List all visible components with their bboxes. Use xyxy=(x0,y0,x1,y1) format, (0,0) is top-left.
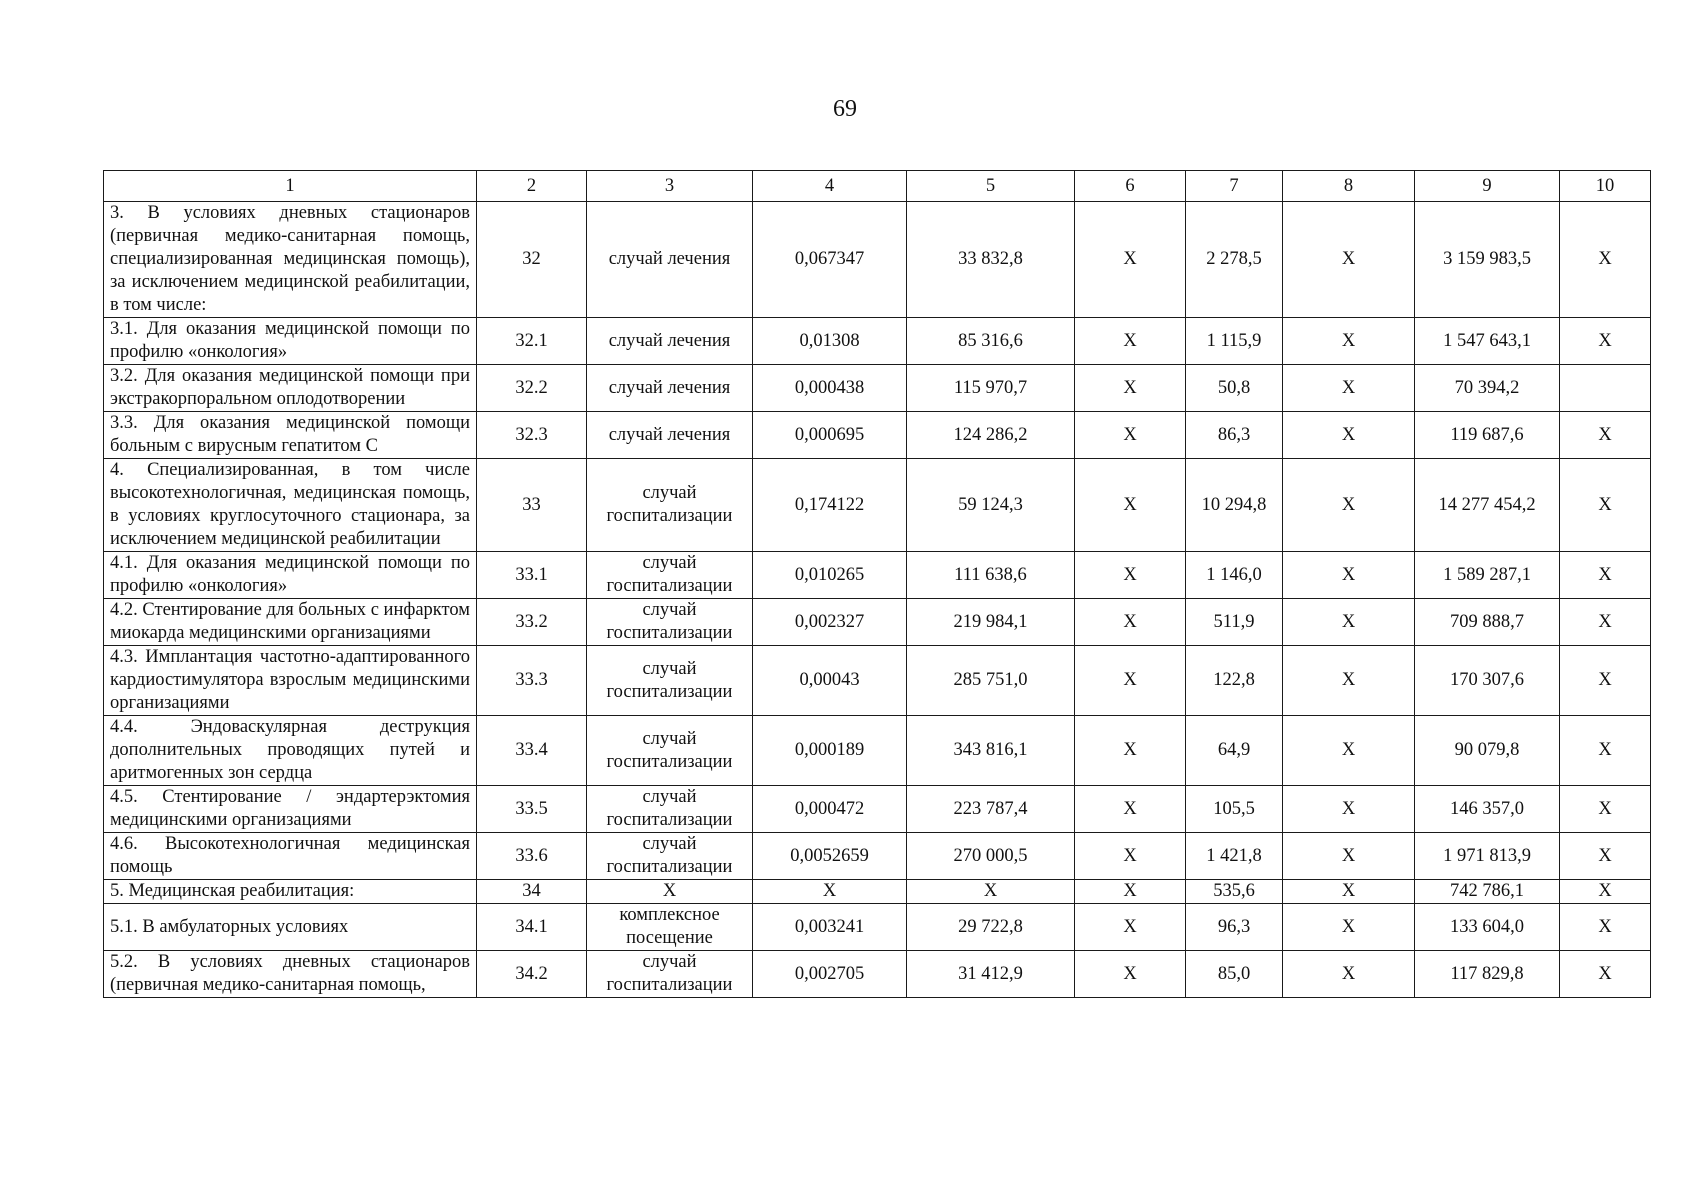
row-unit: случай госпитализации xyxy=(587,951,753,998)
row-unit: случай госпитализации xyxy=(587,552,753,599)
row-col7: 535,6 xyxy=(1186,880,1283,904)
row-col8: X xyxy=(1283,459,1415,552)
row-col4: 0,000189 xyxy=(753,716,907,786)
row-col4: 0,00043 xyxy=(753,646,907,716)
row-col9: 133 604,0 xyxy=(1415,904,1560,951)
row-col6: X xyxy=(1075,599,1186,646)
row-col9: 1 971 813,9 xyxy=(1415,833,1560,880)
row-col7: 85,0 xyxy=(1186,951,1283,998)
table-row xyxy=(104,599,1651,646)
row-col8: X xyxy=(1283,716,1415,786)
row-description: 4.5. Стентирование / эндартерэктомия медицинскими организациями xyxy=(104,786,477,833)
col-header: 8 xyxy=(1283,171,1415,202)
row-col5: 115 970,7 xyxy=(907,365,1075,412)
row-col10: X xyxy=(1560,318,1651,365)
table-row xyxy=(104,552,1651,599)
row-code: 33 xyxy=(477,459,587,552)
row-col4: 0,002705 xyxy=(753,951,907,998)
row-col10: X xyxy=(1560,552,1651,599)
row-col8: X xyxy=(1283,904,1415,951)
row-col4: 0,01308 xyxy=(753,318,907,365)
row-col4: X xyxy=(753,880,907,904)
row-col9: 119 687,6 xyxy=(1415,412,1560,459)
row-col7: 2 278,5 xyxy=(1186,202,1283,318)
row-description: 3. В условиях дневных стационаров (первичная медико-санитарная помощь, специализированная медицинская помощь), за исключением медицинской реабилитации, в том числе: xyxy=(104,202,477,318)
row-col10: X xyxy=(1560,904,1651,951)
table-row xyxy=(104,951,1651,998)
row-unit: случай госпитализации xyxy=(587,833,753,880)
row-col9: 1 547 643,1 xyxy=(1415,318,1560,365)
row-col8: X xyxy=(1283,599,1415,646)
row-col9: 742 786,1 xyxy=(1415,880,1560,904)
row-col5: X xyxy=(907,880,1075,904)
row-col6: X xyxy=(1075,552,1186,599)
row-col5: 219 984,1 xyxy=(907,599,1075,646)
row-col7: 86,3 xyxy=(1186,412,1283,459)
row-code: 32.3 xyxy=(477,412,587,459)
row-unit: случай госпитализации xyxy=(587,786,753,833)
row-col7: 1 421,8 xyxy=(1186,833,1283,880)
table-row xyxy=(104,716,1651,786)
row-col6: X xyxy=(1075,786,1186,833)
row-col7: 122,8 xyxy=(1186,646,1283,716)
row-col9: 170 307,6 xyxy=(1415,646,1560,716)
row-col7: 1 146,0 xyxy=(1186,552,1283,599)
row-col4: 0,000695 xyxy=(753,412,907,459)
row-col5: 111 638,6 xyxy=(907,552,1075,599)
table-row xyxy=(104,833,1651,880)
row-col9: 70 394,2 xyxy=(1415,365,1560,412)
row-description: 5.2. В условиях дневных стационаров (первичная медико-санитарная помощь, xyxy=(104,951,477,998)
row-col10: X xyxy=(1560,786,1651,833)
row-col8: X xyxy=(1283,412,1415,459)
row-col7: 64,9 xyxy=(1186,716,1283,786)
row-col4: 0,000472 xyxy=(753,786,907,833)
row-code: 34.1 xyxy=(477,904,587,951)
row-col10: X xyxy=(1560,833,1651,880)
row-code: 33.1 xyxy=(477,552,587,599)
row-col6: X xyxy=(1075,833,1186,880)
row-col9: 3 159 983,5 xyxy=(1415,202,1560,318)
header-row xyxy=(104,171,1651,202)
row-col9: 709 888,7 xyxy=(1415,599,1560,646)
row-col4: 0,010265 xyxy=(753,552,907,599)
row-col4: 0,003241 xyxy=(753,904,907,951)
row-col5: 223 787,4 xyxy=(907,786,1075,833)
row-col8: X xyxy=(1283,833,1415,880)
row-col10 xyxy=(1560,365,1651,412)
row-col9: 14 277 454,2 xyxy=(1415,459,1560,552)
row-code: 34 xyxy=(477,880,587,904)
row-col10: X xyxy=(1560,951,1651,998)
table-row xyxy=(104,904,1651,951)
table-row xyxy=(104,786,1651,833)
row-code: 34.2 xyxy=(477,951,587,998)
row-description: 4.3. Имплантация частотно-адаптированного кардиостимулятора взрослым медицинскими организациями xyxy=(104,646,477,716)
row-col6: X xyxy=(1075,880,1186,904)
row-unit: случай госпитализации xyxy=(587,646,753,716)
row-col10: X xyxy=(1560,646,1651,716)
row-col7: 511,9 xyxy=(1186,599,1283,646)
row-col5: 33 832,8 xyxy=(907,202,1075,318)
row-col8: X xyxy=(1283,646,1415,716)
row-col5: 285 751,0 xyxy=(907,646,1075,716)
row-col6: X xyxy=(1075,951,1186,998)
row-unit: случай лечения xyxy=(587,202,753,318)
row-col5: 124 286,2 xyxy=(907,412,1075,459)
row-col4: 0,002327 xyxy=(753,599,907,646)
page-number: 69 xyxy=(833,96,857,122)
row-unit: X xyxy=(587,880,753,904)
row-col5: 59 124,3 xyxy=(907,459,1075,552)
col-header: 3 xyxy=(587,171,753,202)
row-col9: 1 589 287,1 xyxy=(1415,552,1560,599)
row-col8: X xyxy=(1283,202,1415,318)
row-col7: 10 294,8 xyxy=(1186,459,1283,552)
col-header: 2 xyxy=(477,171,587,202)
col-header: 6 xyxy=(1075,171,1186,202)
row-col10: X xyxy=(1560,202,1651,318)
row-unit: комплексное посещение xyxy=(587,904,753,951)
table-row xyxy=(104,202,1651,318)
row-col5: 270 000,5 xyxy=(907,833,1075,880)
row-col10: X xyxy=(1560,459,1651,552)
row-col9: 117 829,8 xyxy=(1415,951,1560,998)
row-col4: 0,0052659 xyxy=(753,833,907,880)
row-unit: случай госпитализации xyxy=(587,716,753,786)
row-col6: X xyxy=(1075,904,1186,951)
row-description: 5.1. В амбулаторных условиях xyxy=(104,904,477,951)
row-description: 4.1. Для оказания медицинской помощи по профилю «онкология» xyxy=(104,552,477,599)
col-header: 5 xyxy=(907,171,1075,202)
row-code: 33.3 xyxy=(477,646,587,716)
col-header: 9 xyxy=(1415,171,1560,202)
col-header: 10 xyxy=(1560,171,1651,202)
row-col8: X xyxy=(1283,880,1415,904)
table-row xyxy=(104,880,1651,904)
table-row xyxy=(104,412,1651,459)
row-description: 5. Медицинская реабилитация: xyxy=(104,880,477,904)
row-col6: X xyxy=(1075,716,1186,786)
row-col5: 343 816,1 xyxy=(907,716,1075,786)
row-description: 4. Специализированная, в том числе высокотехнологичная, медицинская помощь, в условиях круглосуточного стационара, за исключением медицинской реабилитации xyxy=(104,459,477,552)
row-col8: X xyxy=(1283,951,1415,998)
row-unit: случай лечения xyxy=(587,412,753,459)
data-table xyxy=(103,170,1651,998)
row-description: 4.6. Высокотехнологичная медицинская помощь xyxy=(104,833,477,880)
row-col5: 29 722,8 xyxy=(907,904,1075,951)
row-code: 32 xyxy=(477,202,587,318)
row-code: 33.6 xyxy=(477,833,587,880)
row-col8: X xyxy=(1283,318,1415,365)
row-col7: 1 115,9 xyxy=(1186,318,1283,365)
row-description: 4.2. Стентирование для больных с инфарктом миокарда медицинскими организациями xyxy=(104,599,477,646)
row-code: 33.2 xyxy=(477,599,587,646)
table-row xyxy=(104,318,1651,365)
row-col8: X xyxy=(1283,552,1415,599)
row-unit: случай лечения xyxy=(587,318,753,365)
row-col6: X xyxy=(1075,412,1186,459)
row-description: 3.3. Для оказания медицинской помощи больным с вирусным гепатитом С xyxy=(104,412,477,459)
row-description: 3.1. Для оказания медицинской помощи по профилю «онкология» xyxy=(104,318,477,365)
col-header: 1 xyxy=(104,171,477,202)
row-col10: X xyxy=(1560,412,1651,459)
row-description: 3.2. Для оказания медицинской помощи при экстракорпоральном оплодотворении xyxy=(104,365,477,412)
row-col6: X xyxy=(1075,202,1186,318)
row-unit: случай госпитализации xyxy=(587,459,753,552)
table-row xyxy=(104,646,1651,716)
table-row xyxy=(104,459,1651,552)
row-code: 33.4 xyxy=(477,716,587,786)
row-col5: 31 412,9 xyxy=(907,951,1075,998)
row-code: 33.5 xyxy=(477,786,587,833)
row-col8: X xyxy=(1283,365,1415,412)
row-col4: 0,067347 xyxy=(753,202,907,318)
table-row xyxy=(104,365,1651,412)
row-description: 4.4. Эндоваскулярная деструкция дополнительных проводящих путей и аритмогенных зон сердца xyxy=(104,716,477,786)
row-col10: X xyxy=(1560,599,1651,646)
row-col6: X xyxy=(1075,318,1186,365)
row-col6: X xyxy=(1075,459,1186,552)
row-col6: X xyxy=(1075,365,1186,412)
row-col7: 96,3 xyxy=(1186,904,1283,951)
row-col5: 85 316,6 xyxy=(907,318,1075,365)
row-unit: случай лечения xyxy=(587,365,753,412)
row-col8: X xyxy=(1283,786,1415,833)
row-col9: 146 357,0 xyxy=(1415,786,1560,833)
row-col7: 50,8 xyxy=(1186,365,1283,412)
row-col4: 0,000438 xyxy=(753,365,907,412)
row-col10: X xyxy=(1560,716,1651,786)
col-header: 7 xyxy=(1186,171,1283,202)
row-col7: 105,5 xyxy=(1186,786,1283,833)
row-col10: X xyxy=(1560,880,1651,904)
row-unit: случай госпитализации xyxy=(587,599,753,646)
col-header: 4 xyxy=(753,171,907,202)
row-col4: 0,174122 xyxy=(753,459,907,552)
row-col9: 90 079,8 xyxy=(1415,716,1560,786)
row-code: 32.2 xyxy=(477,365,587,412)
row-col6: X xyxy=(1075,646,1186,716)
row-code: 32.1 xyxy=(477,318,587,365)
